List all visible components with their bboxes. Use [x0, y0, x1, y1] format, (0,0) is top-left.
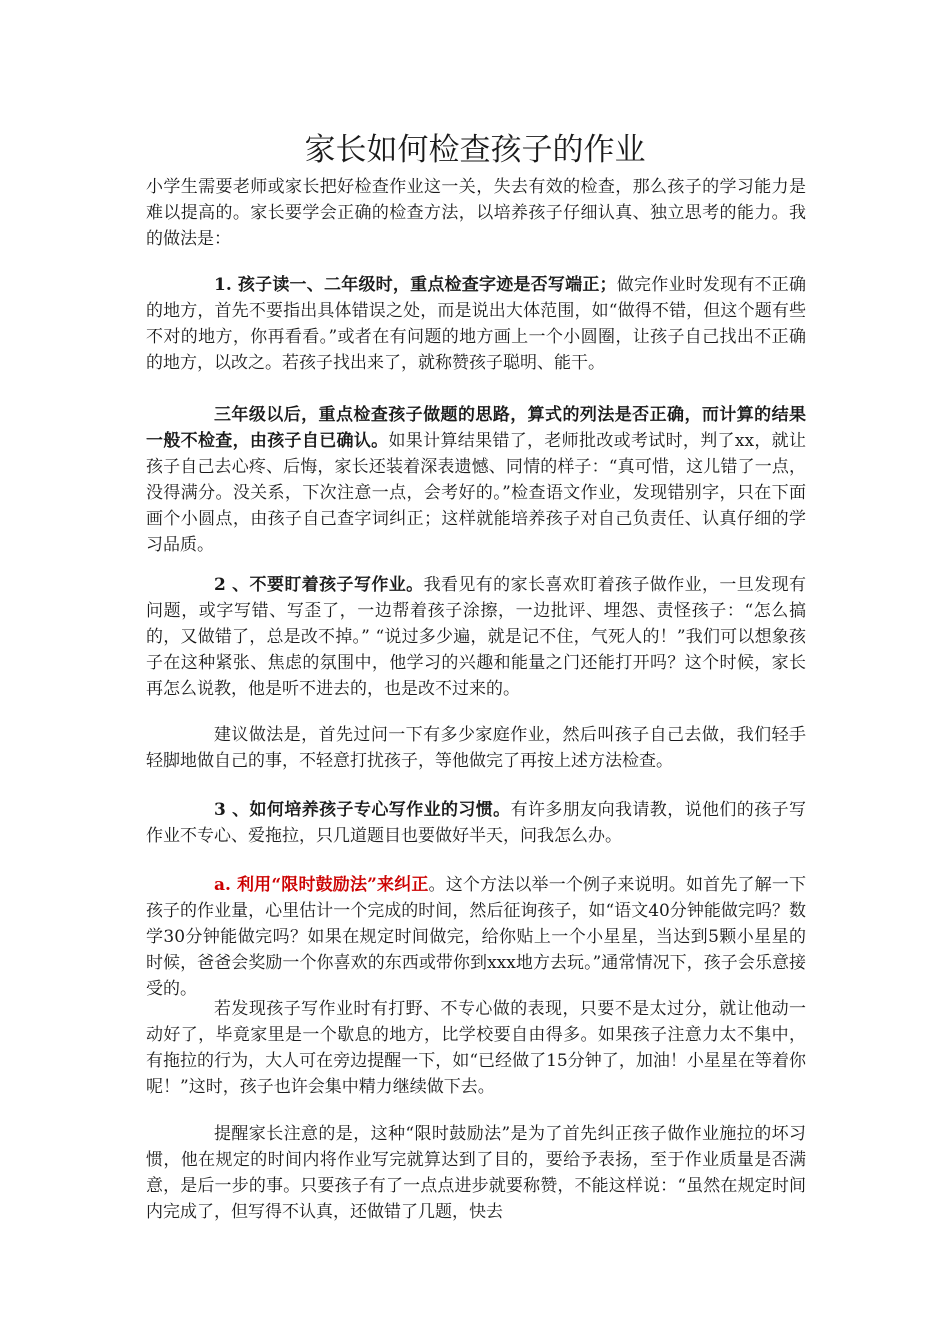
intro-text: 小学生需要老师或家长把好检查作业这一关，失去有效的检查，那么孩子的学习能力是难以提高的。家长要学会正确的检查方法，以培养孩子仔细认真、独立思考的能力。我的做法是：: [146, 177, 806, 249]
section-a2-text: 若发现孩子写作业时有打野、不专心做的表现，只要不是太过分，就让他动一动好了，毕竟家里是一个歇息的地方，比学校要自由得多。如果孩子注意力太不集中，有拖拉的行为，大人可在旁边提醒一下，如“已经做了15分钟了，加油！小星星在等着你呢！”这时，孩子也许会集中精力继续做下去。: [146, 999, 806, 1097]
section-3-heading: 3 、如何培养孩子专心写作业的习惯。: [214, 800, 511, 820]
section-1b-heading: 三年级以后，重点检查孩子做题的思路，算式的列法是否正确，而计算的结果一般不检查，由孩子自已确认。: [146, 405, 806, 451]
section-1-paragraph: [146, 272, 806, 376]
section-3-paragraph: [146, 797, 806, 849]
section-2b-paragraph: [146, 722, 806, 774]
intro-paragraph: [146, 174, 806, 252]
section-1b-body: 如果计算结果错了，老师批改或考试时，判了xx，就让孩子自己去心疼、后悔，家长还装着深表遗憾、同情的样子：“真可惜，这儿错了一点，没得满分。没关系，下次注意一点，会考好的。”检查语文作业，发现错别字，只在下面画个小圆点，由孩子自己查字词纠正；这样就能培养孩子对自己负责任、认真仔细的学习品质。: [146, 431, 807, 555]
section-a3-paragraph: [146, 1121, 806, 1225]
section-a-body: 。这个方法以举一个例子来说明。如首先了解一下孩子的作业量，心里估计一个完成的时间，然后征询孩子，如“语文40分钟能做完吗？数学30分钟能做完吗？如果在规定时间做完，给你贴上一个小星星，当达到5颗小星星的时候，爸爸会奖励一个你喜欢的东西或带你到xxx地方去玩。”通常情况下，孩子会乐意接受的。: [146, 875, 806, 999]
section-1b-paragraph: [146, 402, 806, 558]
section-2-paragraph: [146, 572, 806, 702]
section-a2-paragraph: [146, 996, 806, 1100]
section-1-heading: 1. 孩子读一、二年级时，重点检查字迹是否写端正；: [214, 275, 617, 295]
page-title: 家长如何检查孩子的作业: [304, 132, 646, 168]
section-a-paragraph: [146, 872, 806, 1002]
section-2-heading: 2 、不要盯着孩子写作业。: [214, 575, 424, 595]
section-a-heading: a. 利用“限时鼓励法”来纠正: [214, 875, 429, 895]
section-1-body: 做完作业时发现有不正确的地方，首先不要指出具体错误之处，而是说出大体范围，如“做得不错，但这个题有些不对的地方，你再看看。”或者在有问题的地方画上一个小圆圈，让孩子自己找出不正确的地方，以改之。若孩子找出来了，就称赞孩子聪明、能干。: [146, 275, 807, 373]
section-2-body: 我看见有的家长喜欢盯着孩子做作业，一旦发现有问题，或字写错、写歪了，一边帮着孩子涂擦，一边批评、埋怨、责怪孩子：“怎么搞的，又做错了，总是改不掉。” “说过多少遍，就是记不住，气死人的！”我们可以想象孩子在这种紧张、焦虑的氛围中，他学习的兴趣和能量之门还能打开吗？这个时候，家长再怎么说教，他是听不进去的，也是改不过来的。: [146, 575, 807, 699]
section-2b-text: 建议做法是，首先过问一下有多少家庭作业，然后叫孩子自己去做，我们轻手轻脚地做自己的事，不轻意打扰孩子，等他做完了再按上述方法检查。: [146, 725, 806, 771]
section-a3-text: 提醒家长注意的是，这种“限时鼓励法”是为了首先纠正孩子做作业施拉的坏习惯，他在规定的时间内将作业写完就算达到了目的，要给予表扬，至于作业质量是否满意，是后一步的事。只要孩子有了一点点进步就要称赞，不能这样说：“虽然在规定时间内完成了，但写得不认真，还做错了几题，快去: [146, 1124, 806, 1222]
section-3-body: 有许多朋友向我请教，说他们的孩子写作业不专心、爱拖拉，只几道题目也要做好半天，问我怎么办。: [146, 800, 807, 846]
